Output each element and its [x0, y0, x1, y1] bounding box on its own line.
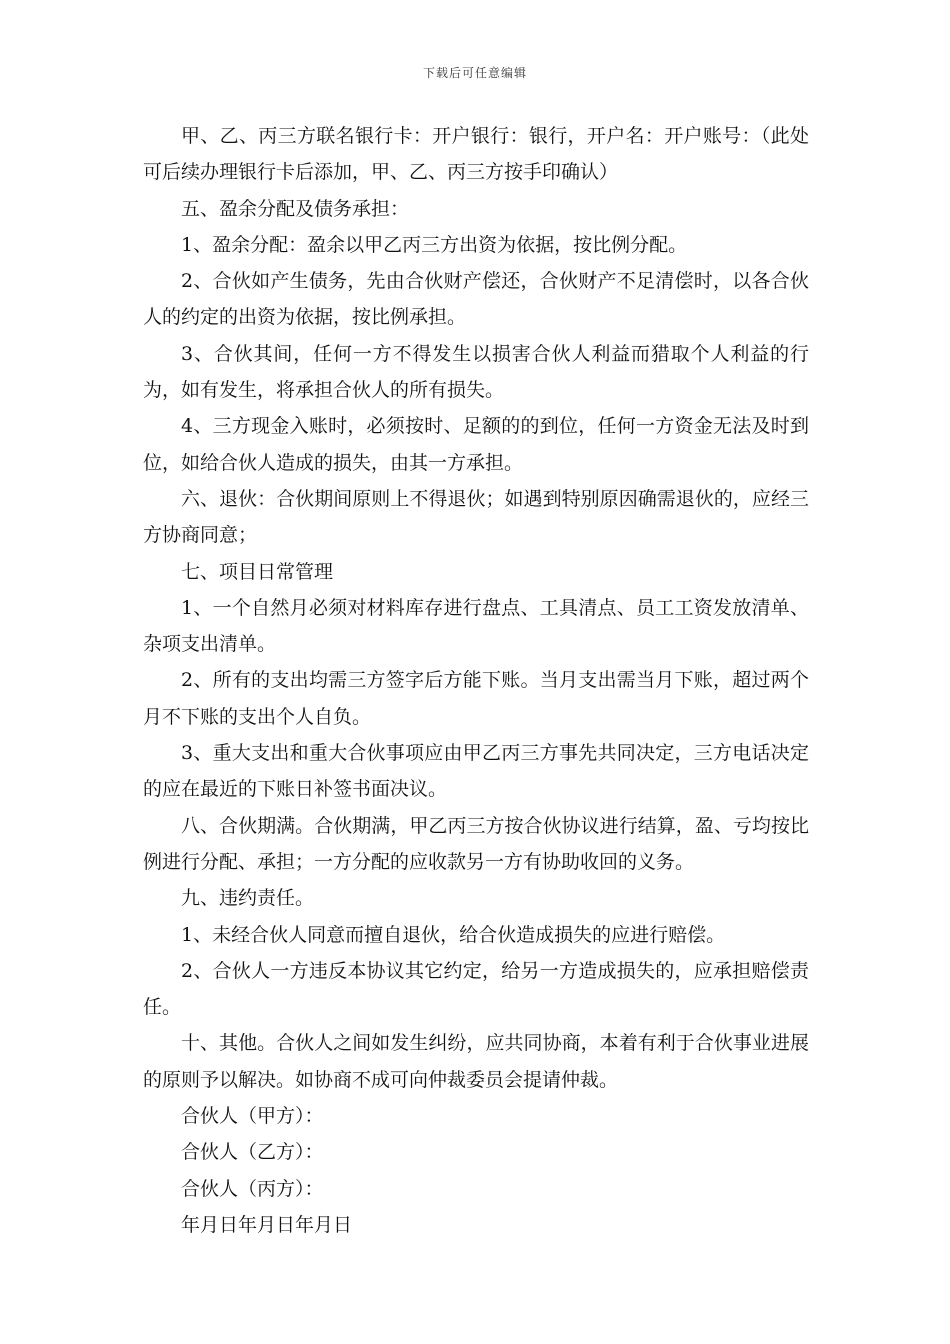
signature-party-a: 合伙人（甲方）： — [181, 1105, 324, 1128]
paragraph-withdrawal: 六、退伙：合伙期间原则上不得退伙；如遇到特别原因确需退伙的，应经三方协商同意； — [143, 487, 809, 547]
paragraph-management-3: 3、重大支出和重大合伙事项应由甲乙丙三方事先共同决定，三方电话决定的应在最近的下账日补签书面决议。 — [143, 742, 809, 801]
signature-party-b: 合伙人（乙方）： — [181, 1141, 324, 1164]
paragraph-profit-1: 1、盈余分配：盈余以甲乙丙三方出资为依据，按比例分配。 — [181, 233, 688, 256]
signature-party-c: 合伙人（丙方）： — [181, 1177, 324, 1200]
heading-daily-management: 七、项目日常管理 — [181, 560, 334, 583]
paragraph-management-2: 2、所有的支出均需三方签字后方能下账。当月支出需当月下账，超过两个月不下账的支出个人自负。 — [143, 669, 809, 728]
document-body — [143, 118, 809, 1243]
signature-dates: 年月日年月日年月日 — [181, 1213, 353, 1236]
paragraph-liability-2: 2、合伙人一方违反本协议其它约定，给另一方造成损失的，应承担赔偿责任。 — [143, 959, 809, 1019]
heading-liability: 九、违约责任。 — [181, 887, 315, 910]
paragraph-management-1: 1、一个自然月必须对材料库存进行盘点、工具清点、员工工资发放清单、杂项支出清单。 — [143, 596, 809, 656]
paragraph-profit-4: 4、三方现金入账时，必须按时、足额的的到位，任何一方资金无法及时到位，如给合伙人造成的损失，由其一方承担。 — [143, 415, 809, 474]
paragraph-liability-1: 1、未经合伙人同意而擅自退伙，给合伙造成损失的应进行赔偿。 — [181, 923, 726, 946]
paragraph-profit-3: 3、合伙其间，任何一方不得发生以损害合伙人利益而猎取个人利益的行为，如有发生，将承担合伙人的所有损失。 — [143, 342, 809, 402]
heading-profit-distribution: 五、盈余分配及债务承担： — [181, 197, 410, 220]
paragraph-other: 十、其他。合伙人之间如发生纠纷，应共同协商，本着有利于合伙事业进展的原则予以解决。如协商不成可向仲裁委员会提请仲裁。 — [143, 1032, 809, 1091]
paragraph-expiration: 八、合伙期满。合伙期满，甲乙丙三方按合伙协议进行结算，盈、亏均按比例进行分配、承担；一方分配的应收款另一方有协助收回的义务。 — [143, 814, 809, 873]
page-header: 下载后可任意编辑 — [422, 66, 527, 80]
paragraph-profit-2: 2、合伙如产生债务，先由合伙财产偿还，合伙财产不足清偿时，以各合伙人的约定的出资为依据，按比例承担。 — [143, 270, 809, 329]
paragraph-bank-card: 甲、乙、丙三方联名银行卡：开户银行：银行，开户名：开户账号：（此处可后续办理银行卡后添加，甲、乙、丙三方按手印确认） — [143, 125, 809, 184]
